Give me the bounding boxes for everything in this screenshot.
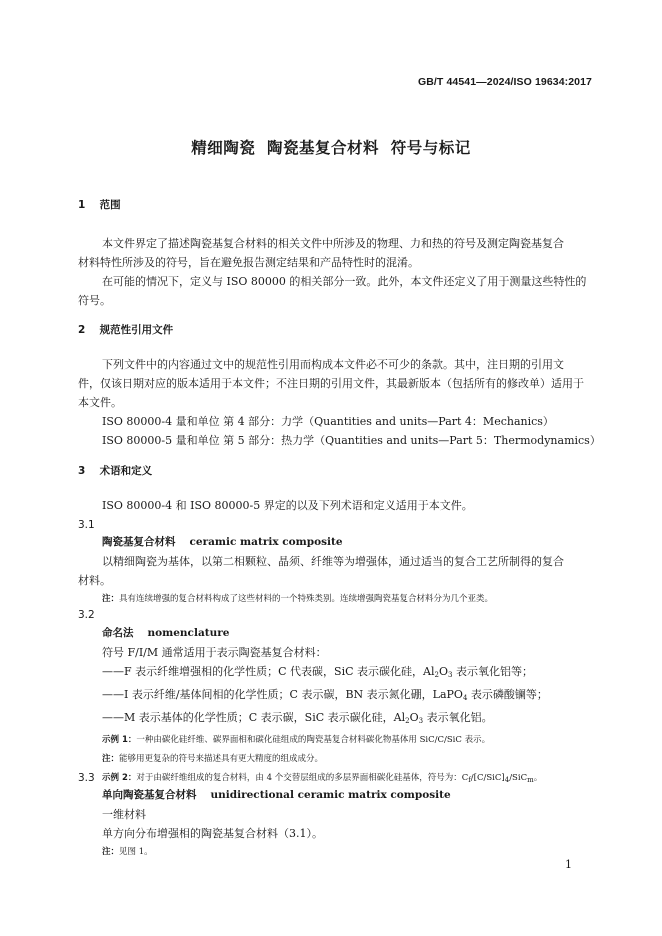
list-item xyxy=(78,662,593,685)
paragraph-line: ISO 80000-4 和 ISO 80000-5 界定的以及下列术语和定义适用于本文件。 xyxy=(102,499,473,512)
clause-number-3-1: 3.1 xyxy=(78,519,95,531)
section-title: 术语和定义 xyxy=(99,465,153,477)
term-3-1 xyxy=(78,533,593,609)
term-chinese: 命名法 xyxy=(102,627,134,639)
term-english: nomenclature xyxy=(147,627,230,639)
paragraph-line: 材料特性所涉及的符号，旨在避免报告测定结果和产品特性时的混淆。 xyxy=(78,256,419,269)
section-number: 1 xyxy=(78,199,86,211)
section-3-intro xyxy=(78,496,593,515)
section-title: 规范性引用文件 xyxy=(99,324,174,336)
synonym: 一维材料 xyxy=(102,808,146,821)
page-number: 1 xyxy=(565,858,572,871)
normative-reference: ISO 80000-4 量和单位 第 4 部分：力学（Quantities and units—Part 4：Mechanics） xyxy=(102,415,554,428)
list-item-text: O xyxy=(438,665,448,678)
section-1-body xyxy=(78,234,593,310)
term-3-3 xyxy=(78,786,593,862)
example-text: /SiC xyxy=(509,773,528,783)
paragraph-line: 件，仅该日期对应的版本适用于本文件；不注日期的引用文件，其最新版本（包括所有的修改单）适用于 xyxy=(78,377,584,390)
list-item-text: ——F 表示纤维增强相的化学性质；C 代表碳，SiC 表示碳化硅，Al xyxy=(102,665,435,678)
subscript: 3 xyxy=(447,671,453,679)
example-text: 。 xyxy=(533,773,543,783)
section-number: 3 xyxy=(78,465,86,477)
example-text: 一种由碳化硅纤维、碳界面相和碳化硅组成的陶瓷基复合材料碳化物基体用 SiC/C/SiC 表示。 xyxy=(136,735,491,745)
list-item-text: 表示氧化铝等； xyxy=(452,665,533,678)
paragraph-line: 在可能的情况下，定义与 ISO 80000 的相关部分一致。此外，本文件还定义了用于测量这些特性的 xyxy=(102,275,587,288)
term-english: ceramic matrix composite xyxy=(189,536,343,548)
section-2-heading xyxy=(78,321,593,340)
note xyxy=(78,590,593,609)
note-label: 注： xyxy=(102,754,120,764)
subscript: 2 xyxy=(405,717,410,725)
section-1-heading xyxy=(78,196,593,215)
normative-reference: ISO 80000-5 量和单位 第 5 部分：热力学（Quantities and units—Part 5：Thermodynamics） xyxy=(102,434,601,447)
term-heading xyxy=(78,624,593,643)
note xyxy=(78,843,593,862)
list-item-text: ——M 表示基体的化学性质；C 表示碳，SiC 表示碳化硅，Al xyxy=(102,711,406,724)
term-heading xyxy=(78,786,593,805)
section-2-body xyxy=(78,355,601,450)
term-chinese: 单向陶瓷基复合材料 xyxy=(102,789,197,801)
paragraph-line: 本文件。 xyxy=(78,396,122,409)
subscript: f xyxy=(468,776,471,784)
example-label: 示例 2： xyxy=(102,773,137,783)
definition-line: 材料。 xyxy=(78,574,111,587)
definition-line: 单方向分布增强相的陶瓷基复合材料（3.1）。 xyxy=(102,827,323,840)
term-chinese: 陶瓷基复合材料 xyxy=(102,536,176,548)
list-item-text: 表示磷酸镧等； xyxy=(467,688,548,701)
note-text: 能够用更复杂的符号来描述具有更大精度的组成成分。 xyxy=(119,754,324,764)
example-text: /[C/SiC] xyxy=(470,773,505,783)
subscript: 4 xyxy=(504,776,510,784)
term-3-2 xyxy=(78,624,593,790)
definition-line: 符号 F/I/M 通常适用于表示陶瓷基复合材料： xyxy=(102,646,327,659)
section-3-heading xyxy=(78,462,593,481)
note xyxy=(78,750,593,769)
clause-number-3-3: 3.3 xyxy=(78,772,95,784)
note-label: 注： xyxy=(102,847,120,857)
term-english: unidirectional ceramic matrix composite xyxy=(210,789,451,801)
paragraph-line: 下列文件中的内容通过文中的规范性引用而构成本文件必不可少的条款。其中，注日期的引用文 xyxy=(102,358,564,371)
note-label: 注： xyxy=(102,594,120,604)
clause-number-3-2: 3.2 xyxy=(78,609,95,621)
example-label: 示例 1： xyxy=(102,735,137,745)
subscript: 2 xyxy=(434,671,439,679)
paragraph-line: 本文件界定了描述陶瓷基复合材料的相关文件中所涉及的物理、力和热的符号及测定陶瓷基复合 xyxy=(102,237,564,250)
list-item xyxy=(78,708,593,731)
list-item-text: O xyxy=(409,711,419,724)
note-text: 见图 1。 xyxy=(119,847,153,857)
subscript: 4 xyxy=(462,694,468,702)
subscript: m xyxy=(527,776,534,784)
list-item-text: ——I 表示纤维/基体间相的化学性质；C 表示碳，BN 表示氮化硼，LaPO xyxy=(102,688,463,701)
list-item xyxy=(78,685,593,708)
example xyxy=(78,731,593,750)
standard-code-header: GB/T 44541—2024/ISO 19634:2017 xyxy=(417,76,592,88)
section-number: 2 xyxy=(78,324,86,336)
list-item-text: 表示氧化铝。 xyxy=(423,711,493,724)
subscript: 3 xyxy=(418,717,424,725)
definition-line: 以精细陶瓷为基体，以第二相颗粒、晶须、纤维等为增强体，通过适当的复合工艺所制得的复合 xyxy=(102,555,564,568)
section-title: 范围 xyxy=(99,199,121,211)
document-title: 精细陶瓷 陶瓷基复合材料 符号与标记 xyxy=(191,139,471,157)
term-heading xyxy=(78,533,593,552)
paragraph-line: 符号。 xyxy=(78,294,111,307)
example-text: 对于由碳纤维组成的复合材料，由 4 个交替层组成的多层界面相碳化硅基体，符号为：C xyxy=(136,773,469,783)
note-text: 具有连续增强的复合材料构成了这些材料的一个特殊类别。连续增强陶瓷基复合材料分为几个亚类。 xyxy=(119,594,494,604)
